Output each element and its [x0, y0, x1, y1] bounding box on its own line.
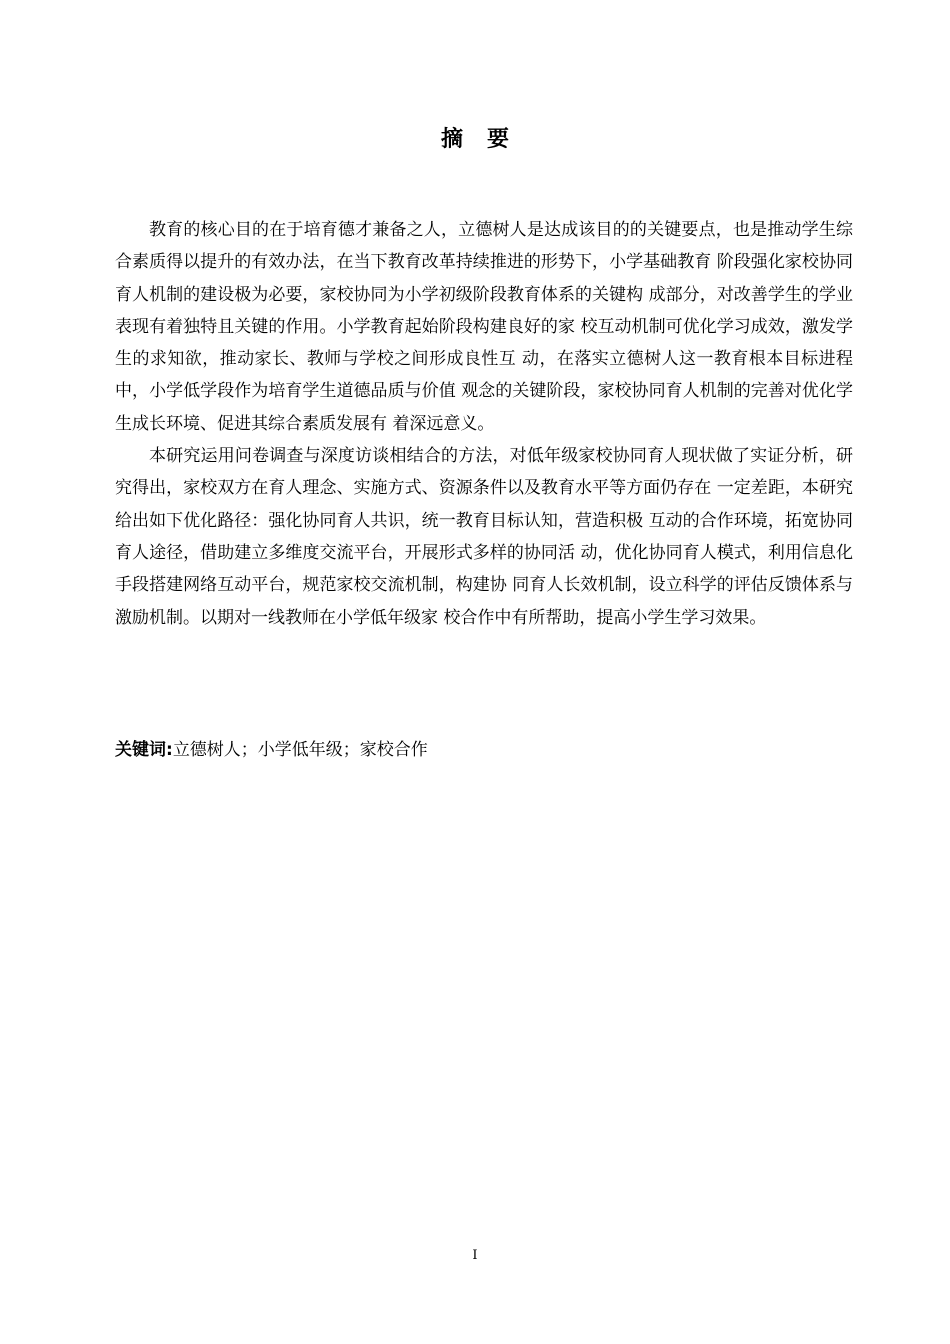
- keywords-line: [115, 736, 853, 764]
- abstract-body: [115, 214, 853, 634]
- abstract-paragraph-1: 教育的核心目的在于培育德才兼备之人，立德树人是达成该目的的关键要点，也是推动学生综合素质得以提升的有效办法，在当下教育改革持续推进的形势下，小学基础教育 阶段强化家校协同育人机制的建设极为必要，家校协同为小学初级阶段教育体系的关键构 成部分，对改善学生的学业表现有着独特且关键的作用。小学教育起始阶段构建良好的家 校互动机制可优化学习成效，激发学生的求知欲，推动家长、教师与学校之间形成良性互 动，在落实立德树人这一教育根本目标进程中，小学低学段作为培育学生道德品质与价值 观念的关键阶段，家校协同育人机制的完善对优化学生成长环境、促进其综合素质发展有 着深远意义。: [115, 220, 853, 434]
- keywords-label: 关键词:: [115, 740, 173, 760]
- title-char-2: 要: [487, 127, 510, 152]
- page-number: I: [472, 1248, 478, 1263]
- title-char-1: 摘: [440, 127, 463, 152]
- keywords-value: 立德树人；小学低年级；家校合作: [172, 740, 428, 760]
- page-title: [0, 122, 950, 153]
- abstract-paragraph-2: 本研究运用问卷调查与深度访谈相结合的方法，对低年级家校协同育人现状做了实证分析，研究得出，家校双方在育人理念、实施方式、资源条件以及教育水平等方面仍存在 一定差距，本研究给出如下优化路径：强化协同育人共识，统一教育目标认知，营造积极 互动的合作环境，拓宽协同育人途径，借助建立多维度交流平台，开展形式多样的协同活 动，优化协同育人模式，利用信息化手段搭建网络互动平台，规范家校交流机制，构建协 同育人长效机制，设立科学的评估反馈体系与激励机制。以期对一线教师在小学低年级家 校合作中有所帮助，提高小学生学习效果。: [115, 446, 853, 628]
